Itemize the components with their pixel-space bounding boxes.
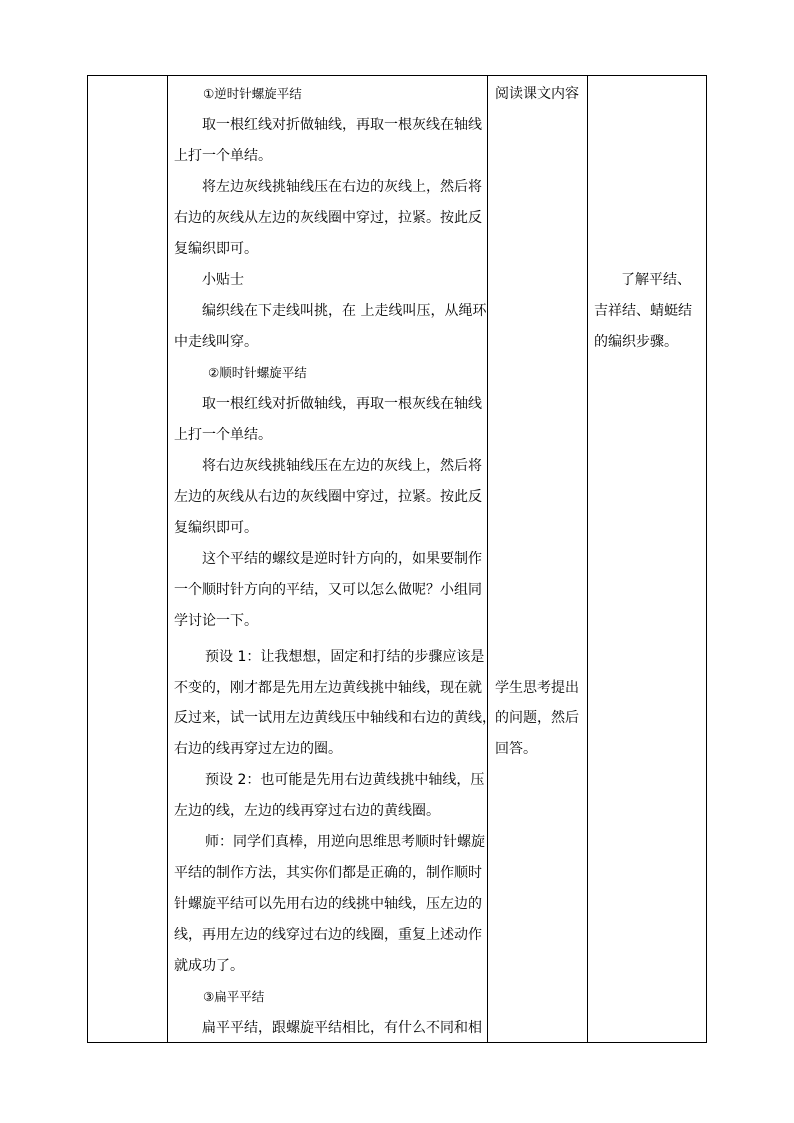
heading-clockwise: ②顺时针螺旋平结 bbox=[208, 365, 307, 380]
text-line: 预设 2：也可能是先用右边黄线挑中轴线，压 bbox=[205, 772, 485, 788]
text-line: 学讨论一下。 bbox=[174, 613, 258, 629]
text-line: 针螺旋平结可以先用右边的线挑中轴线，压左边的 bbox=[174, 896, 482, 912]
stage-column bbox=[88, 76, 168, 1042]
heading-flat-knot: ③扁平平结 bbox=[203, 989, 265, 1004]
design-intent-line: 的编织步骤。 bbox=[594, 334, 678, 350]
text-line: 右边的灰线从左边的灰线圈中穿过，拉紧。按此反 bbox=[174, 210, 482, 226]
text-line: 左边的灰线从右边的灰线圈中穿过，拉紧。按此反 bbox=[174, 489, 482, 505]
text-line: 取一根红线对折做轴线，再取一根灰线在轴线 bbox=[202, 396, 482, 412]
text-line: 反过来，试一试用左边黄线压中轴线和右边的黄线， bbox=[174, 710, 496, 726]
text-line: 上打一个单结。 bbox=[174, 148, 272, 164]
text-line: 中走线叫穿。 bbox=[174, 334, 258, 350]
text-line: 线，再用左边的线穿过右边的线圈，重复上述动作 bbox=[174, 927, 482, 943]
text-line: 编织线在下走线叫挑，在 上走线叫压，从绳环 bbox=[202, 303, 487, 319]
heading-counterclockwise: ①逆时针螺旋平结 bbox=[203, 86, 302, 101]
text-line: 平结的制作方法，其实你们都是正确的，制作顺时 bbox=[174, 865, 482, 881]
text-line: 将右边灰线挑轴线压在左边的灰线上，然后将 bbox=[202, 458, 482, 474]
design-intent-line: 吉祥结、蜻蜓结 bbox=[594, 303, 692, 319]
student-activity-line: 回答。 bbox=[495, 741, 537, 757]
student-activity-line: 的问题，然后 bbox=[495, 710, 579, 726]
text-line: 这个平结的螺纹是逆时针方向的，如果要制作 bbox=[202, 551, 482, 567]
text-line: 取一根红线对折做轴线，再取一根灰线在轴线 bbox=[202, 117, 482, 133]
text-line: 扁平平结，跟螺旋平结相比，有什么不同和相 bbox=[202, 1020, 482, 1036]
text-line: 左边的线，左边的线再穿过右边的黄线圈。 bbox=[174, 803, 440, 819]
student-activity-column bbox=[488, 76, 588, 1042]
design-intent-line: 了解平结、 bbox=[621, 272, 691, 288]
text-line: 师：同学们真棒，用逆向思维思考顺时针螺旋 bbox=[205, 834, 485, 850]
text-line: 复编织即可。 bbox=[174, 241, 258, 257]
text-line: 不变的，刚才都是先用左边黄线挑中轴线，现在就 bbox=[174, 680, 482, 696]
text-line: 右边的线再穿过左边的圈。 bbox=[174, 741, 342, 757]
text-line: 上打一个单结。 bbox=[174, 427, 272, 443]
design-intent-column bbox=[588, 76, 706, 1042]
text-line: 预设 1：让我想想，固定和打结的步骤应该是 bbox=[205, 649, 485, 665]
student-activity-read: 阅读课文内容 bbox=[495, 86, 579, 102]
text-line: 将左边灰线挑轴线压在右边的灰线上，然后将 bbox=[202, 179, 482, 195]
text-line: 一个顺时针方向的平结，又可以怎么做呢？小组同 bbox=[174, 582, 482, 598]
tip-heading: 小贴士 bbox=[202, 272, 244, 288]
student-activity-line: 学生思考提出 bbox=[495, 680, 579, 696]
lesson-table bbox=[87, 75, 707, 1043]
text-line: 就成功了。 bbox=[174, 958, 244, 974]
content-column bbox=[168, 76, 496, 1042]
text-line: 复编织即可。 bbox=[174, 520, 258, 536]
